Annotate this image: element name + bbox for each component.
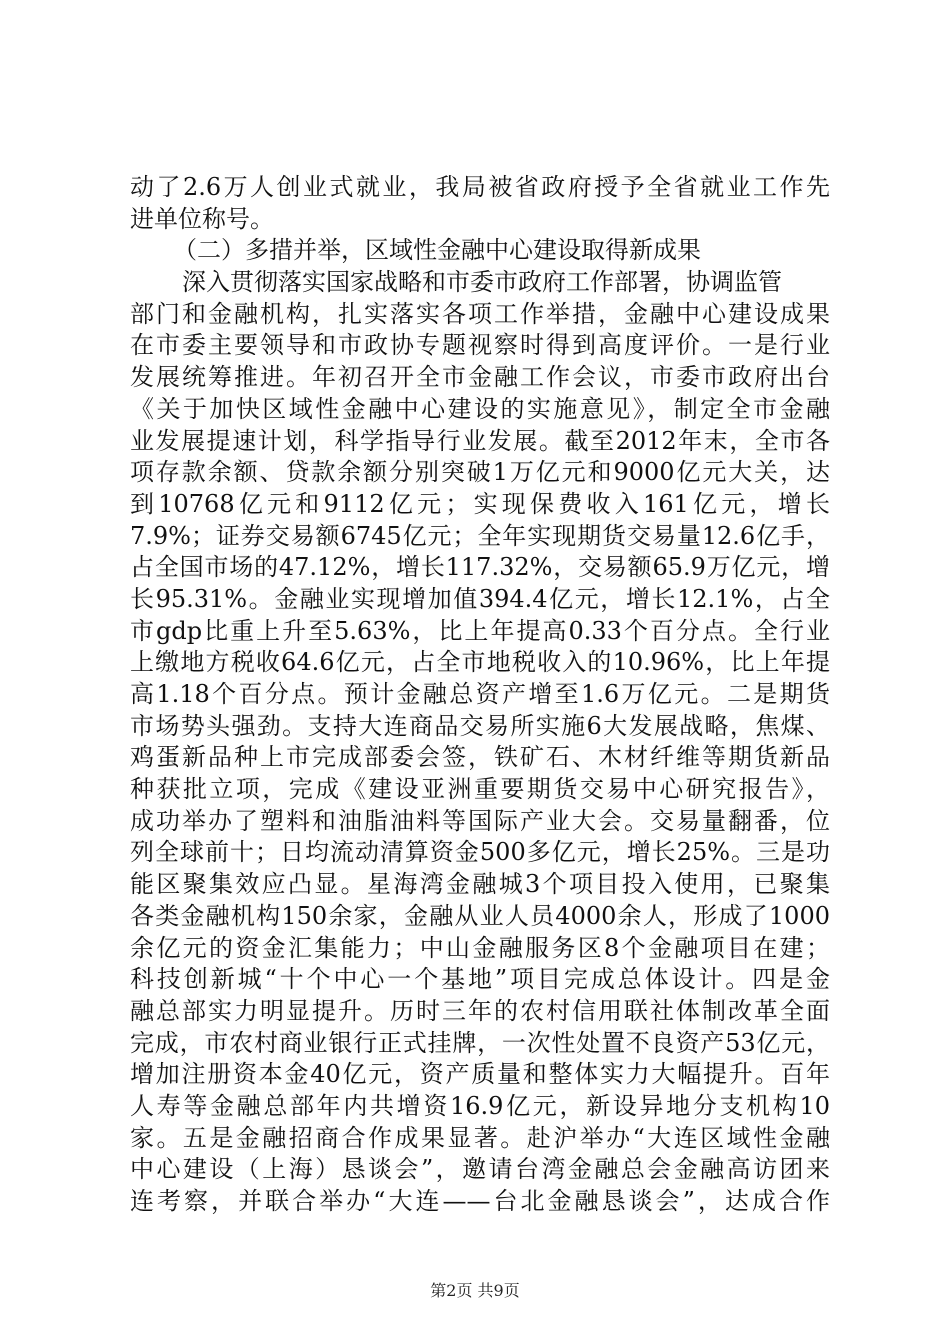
text-line: 7.9%；证券交易额6745亿元；全年实现期货交易量12.6亿手，	[130, 521, 830, 550]
text-line: 动了2.6万人创业式就业，我局被省政府授予全省就业工作先	[130, 173, 830, 201]
text-line: 市场势头强劲。支持大连商品交易所实施6大发展战略，焦煤、	[130, 711, 830, 740]
text-line: 列全球前十；日均流动清算资金500多亿元，增长25%。三是功	[130, 838, 830, 867]
text-line: 市gdp比重上升至5.63%，比上年提高0.33个百分点。全行业	[130, 616, 830, 645]
text-line: 完成，市农村商业银行正式挂牌，一次性处置不良资产53亿元，	[130, 1028, 830, 1057]
text-line: 连考察，并联合举办“大连——台北金融恳谈会”，达成合作	[130, 1187, 830, 1215]
text-line: 业发展提速计划，科学指导行业发展。截至2012年末，全市各	[130, 426, 830, 455]
text-line: 占全国市场的47.12%，增长117.32%，交易额65.9万亿元，增	[130, 553, 830, 582]
text-line: 部门和金融机构，扎实落实各项工作举措，金融中心建设成果	[130, 299, 830, 328]
text-line: 各类金融机构150余家，金融从业人员4000余人，形成了1000	[130, 901, 830, 930]
text-line: 中心建设（上海）恳谈会”，邀请台湾金融总会金融高访团来	[130, 1155, 830, 1184]
text-line: 融总部实力明显提升。历时三年的农村信用联社体制改革全面	[130, 996, 830, 1025]
text-line: 在市委主要领导和市政协专题视察时得到高度评价。一是行业	[130, 331, 830, 360]
text-line: 鸡蛋新品种上市完成部委会签，铁矿石、木材纤维等期货新品	[130, 743, 830, 772]
text-line: 进单位称号。	[130, 204, 274, 233]
text-line: 能区聚集效应凸显。星海湾金融城3个项目投入使用，已聚集	[130, 870, 830, 899]
text-line: 科技创新城“十个中心一个基地”项目完成总体设计。四是金	[130, 965, 830, 994]
text-line: 高1.18个百分点。预计金融总资产增至1.6万亿元。二是期货	[130, 680, 830, 708]
text-line: 成功举办了塑料和油脂油料等国际产业大会。交易量翻番，位	[130, 806, 830, 835]
text-line: 种获批立项，完成《建设亚洲重要期货交易中心研究报告》，	[130, 775, 830, 804]
section-heading: （二）多措并举，区域性金融中心建设取得新成果	[173, 236, 701, 265]
text-line: 发展统筹推进。年初召开全市金融工作会议，市委市政府出台	[130, 363, 830, 392]
text-line: 上缴地方税收64.6亿元，占全市地税收入的10.96%，比上年提	[130, 648, 830, 677]
text-line: 《关于加快区域性金融中心建设的实施意见》，制定全市金融	[130, 394, 830, 423]
text-line: 到10768亿元和9112亿元；实现保费收入161亿元，增长	[130, 489, 830, 518]
text-line: 人寿等金融总部年内共增资16.9亿元，新设异地分支机构10	[130, 1091, 830, 1120]
document-body	[130, 172, 830, 1218]
text-line: 家。五是金融招商合作成果显著。赴沪举办“大连区域性金融	[130, 1123, 830, 1152]
text-line: 余亿元的资金汇集能力；中山金融服务区8个金融项目在建；	[130, 933, 830, 962]
text-line: 深入贯彻落实国家战略和市委市政府工作部署，协调监管	[182, 268, 782, 297]
text-line: 长95.31%。金融业实现增加值394.4亿元，增长12.1%，占全	[130, 584, 830, 613]
page-number: 第2页 共9页	[430, 1281, 520, 1300]
page-footer	[0, 1278, 950, 1301]
text-line: 增加注册资本金40亿元，资产质量和整体实力大幅提升。百年	[130, 1060, 830, 1089]
text-line: 项存款余额、贷款余额分别突破1万亿元和9000亿元大关，达	[130, 458, 830, 487]
